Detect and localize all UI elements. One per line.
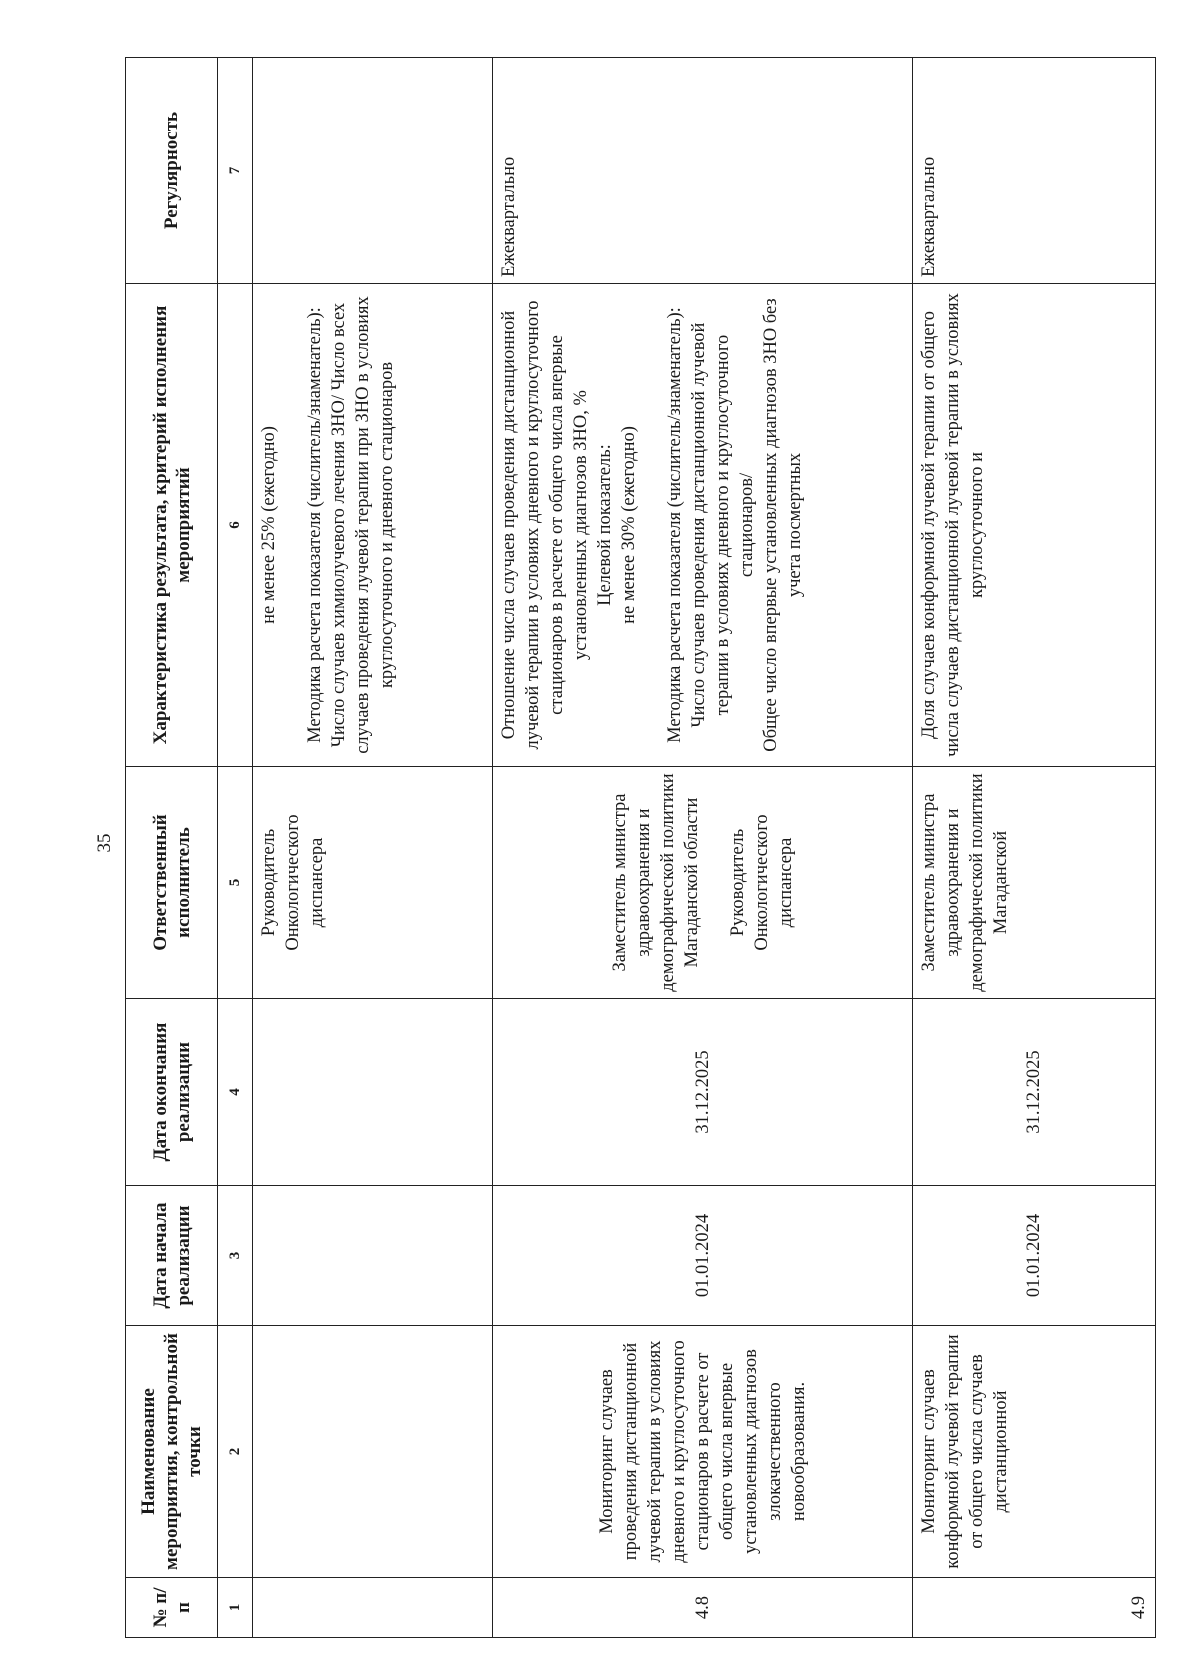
row-end-date: 31.12.2025	[493, 999, 913, 1186]
result-denominator: Общее число впервые установленных диагнозов ЗНО без учета посмертных	[761, 298, 805, 752]
table-row	[253, 58, 493, 1638]
row-responsible	[493, 767, 913, 999]
header-start-date: Дата начала реализации	[126, 1186, 218, 1326]
row-start-date: 01.01.2024	[493, 1186, 913, 1326]
row-regularity: Ежеквартально	[913, 58, 1156, 284]
result-method: Методика расчета показателя (числитель/знаменатель):	[665, 307, 685, 743]
header-responsible: Ответственный исполнитель	[126, 767, 218, 999]
column-number: 3	[218, 1186, 253, 1326]
result-target: не менее 25% (ежегодно)	[259, 426, 279, 624]
responsible-deputy: Заместитель министра здравоохранения и демографической политики Магаданской области	[609, 773, 702, 992]
row-name: Мониторинг случаев конформной лучевой терапии от общего числа случаев дистанционной	[913, 1326, 1156, 1578]
result-numerator: Число случаев проведения дистанционной лучевой терапии в условиях дневного и круглосуточного стационаров/	[689, 322, 757, 728]
table-row	[493, 58, 913, 1638]
column-number: 2	[218, 1326, 253, 1578]
row-responsible: Заместитель министра здравоохранения и демографической политики Магаданской	[913, 767, 1156, 999]
row-end-date: 31.12.2025	[913, 999, 1156, 1186]
header-end-date: Дата окончания реализации	[126, 999, 218, 1186]
row-number: 4.8	[493, 1578, 913, 1638]
column-number: 5	[218, 767, 253, 999]
row-result: Доля случаев конформной лучевой терапии от общего числа случаев дистанционной лучевой терапии в условиях круглосуточного и	[913, 284, 1156, 767]
result-description: Отношение числа случаев проведения дистанционной лучевой терапии в условиях дневного и круглосуточного стационаров в расчете от общего числа впервые установленных диагнозов ЗНО, %	[499, 300, 591, 750]
column-number: 1	[218, 1578, 253, 1638]
table-row	[913, 58, 1156, 1638]
page-number: 35	[94, 833, 115, 853]
result-formula: Число случаев химиолучевого лечения ЗНО/ Число всех случаев проведения лучевой терапии при ЗНО в условиях круглосуточного и дневного стационаров	[329, 296, 397, 754]
column-number: 6	[218, 284, 253, 767]
row-number	[253, 1578, 493, 1638]
table-header-row	[126, 58, 218, 1638]
result-target: не менее 30% (ежегодно)	[619, 426, 639, 624]
row-responsible: Руководитель Онкологического диспансера	[253, 767, 493, 999]
header-name: Наименование мероприятия, контрольной точки	[126, 1326, 218, 1578]
row-name	[253, 1326, 493, 1578]
header-number: № п/п	[126, 1578, 218, 1638]
table-container	[125, 58, 1155, 1638]
responsible-head: Руководитель Онкологического диспансера	[727, 814, 796, 951]
plan-table	[125, 57, 1156, 1638]
result-target-label: Целевой показатель:	[595, 444, 615, 606]
row-end-date	[253, 999, 493, 1186]
column-number-row	[218, 58, 253, 1638]
header-result: Характеристика результата, критерий исполнения мероприятий	[126, 284, 218, 767]
header-regularity: Регулярность	[126, 58, 218, 284]
row-start-date: 01.01.2024	[913, 1186, 1156, 1326]
row-regularity: Ежеквартально	[493, 58, 913, 284]
column-number: 4	[218, 999, 253, 1186]
row-regularity	[253, 58, 493, 284]
result-method: Методика расчета показателя (числитель/знаменатель):	[305, 307, 325, 743]
column-number: 7	[218, 58, 253, 284]
row-start-date	[253, 1186, 493, 1326]
row-name: Мониторинг случаев проведения дистанционной лучевой терапии в условиях дневного и круглосуточного стационаров в расчете от общего числа впервые установленных диагнозов злокачественного новообразования.	[493, 1326, 913, 1578]
row-result	[493, 284, 913, 767]
row-result	[253, 284, 493, 767]
row-number: 4.9	[913, 1578, 1156, 1638]
